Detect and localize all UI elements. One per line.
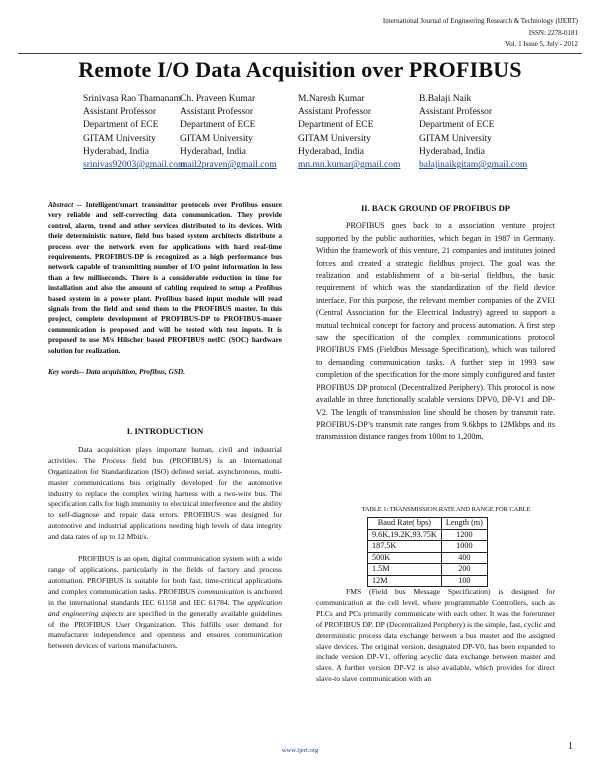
- intro-paragraph-1: Data acquisition plays important human, civil and industrial activities. The Process field bus (PROFIBUS) is an International Organization for Standardization (ISO) defined serial, asynchronous, multi-master communications bus originally developed for the automotive industry to replace the complex wiring harness with a two-wire bus. The specification calls for high immunity to electrical interference and the ability to self-diagnose and repair data errors. PROFIBUS was designed for automotive and industrial applications needing high levels of data integrity and data rates of up to 12 Mbit/s.: [48, 444, 282, 542]
- table-cell: 500K: [368, 552, 442, 564]
- background-paragraph-1: PROFIBUS goes back to a association venture project supported by the public authorities, which began in 1987 in Germany. Within the framework of this venture, 21 companies and institutes joined forces and created a strategic fieldbus project. The goal was the realization and establishment of a bit-serial fieldbus, the basic requirement of which was the standardization of the field device interface. For this purpose, the relevant member companies of the ZVEI (Central Association for the Electrical Industry) agreed to support a mutual technical concept for factory and process automation. A first step saw the specification of the complex communications protocol PROFIBUS FMS (Fieldbus Message Specification), which was tailored to demanding communication tasks. A further step in 1993 saw completion of the specification for the more simply configured and faster PROFIBUS DP protocol (Decentralized Periphery). This protocol is now available in three functionally scalable versions DPV0, DP-V1 and DP-V2. The length of transmission line should be chosen by transmit rate. PROFIBUS-DP’s transmit rate ranges from 9.6kbps to 12Mkbps and its transmission distance ranges from 100m to 1,200m.: [316, 221, 555, 442]
- table-header-cell: Length (m): [441, 518, 487, 530]
- journal-issn: ISSN: 2278-0181: [528, 28, 578, 37]
- keywords: Key words-- Data acquisition, Profibus, GSD.: [48, 367, 186, 376]
- abstract-text: Intelligent/smart transmitter protocols over Profibus ensure very reliable and self-correcting data communication. They provide control, alarm, trend and other services distributed to its devices. With their deterministic nature, field bus based system architects distribute a process over the network even for applications with hard real-time requirements. PROFIBUS-DP is recognized as a high performance bus network capable of transmitting number of I/O point information in less than a few milliseconds. There is a considerable reduction in time for installation and also the amount of cabling required to setup a Profibus based system in a power plant. Profibus based input module will read signals from the field and send them to the PROFIBUS master. In this project, complete development of PROFIBUS-DP to PROFIBUS-maser communication is proposed and will be tested with test inputs. It is proposed to use M/s Hilscher based PROFIBUS netIC (SOC) hardware solution for realization.: [48, 200, 283, 355]
- transmission-rate-table: [367, 517, 488, 587]
- journal-name: International Journal of Engineering Research & Technology (IJERT): [382, 17, 578, 25]
- table-caption: TABLE 1: TRANSMISSION RATE AND RANGE FOR CABLE: [361, 506, 531, 513]
- author-name: Srinivasa Rao Thamanam: [83, 94, 181, 104]
- author-org: GITAM University: [419, 133, 492, 144]
- author-block-2: [180, 93, 277, 172]
- author-role: Assistant Professor: [180, 107, 254, 118]
- table-row: [368, 541, 488, 553]
- paper-title: Remote I/O Data Acquisition over PROFIBUS: [78, 57, 522, 82]
- author-block-4: [419, 93, 527, 172]
- author-dept: Department of ECE: [83, 120, 159, 131]
- table-row: [368, 564, 488, 576]
- intro-paragraph-2: [48, 554, 282, 652]
- table-cell: 1200: [441, 529, 487, 541]
- background-continued: [316, 587, 555, 685]
- intro-p2-text-b: is anchored in the international standards IEC 61158 and IEC 61784. The: [48, 586, 282, 607]
- author-role: Assistant Professor: [419, 107, 493, 118]
- author-email-link[interactable]: mail2praven@gmail.com: [180, 160, 277, 171]
- table-row: [368, 552, 488, 564]
- table-cell: 100: [441, 575, 487, 587]
- table-row: [368, 529, 488, 541]
- background-heading: II. BACK GROUND OF PROFIBUS DP: [360, 203, 511, 213]
- table-cell: 12M: [368, 575, 442, 587]
- abstract: [48, 200, 282, 356]
- header-divider: [18, 53, 582, 54]
- author-email-link[interactable]: mn.mn.kumar@gmail.com: [298, 160, 401, 171]
- table-header-cell: Baud Rate( bps): [368, 518, 442, 530]
- author-role: Assistant Professor: [298, 107, 372, 118]
- author-block-1: [83, 93, 185, 172]
- background-section: [316, 202, 555, 444]
- author-city: Hyderabad, India: [180, 146, 246, 157]
- abstract-label: Abstract --: [48, 200, 82, 209]
- author-org: GITAM University: [180, 133, 253, 144]
- author-name: Ch. Praveen Kumar: [180, 94, 256, 104]
- author-role: Assistant Professor: [83, 107, 157, 118]
- table-cell: 9.6K,19.2K,93.75K: [368, 529, 442, 541]
- page-number: 1: [568, 741, 573, 752]
- table-cell: 1.5M: [368, 564, 442, 576]
- author-org: GITAM University: [83, 133, 156, 144]
- author-dept: Department of ECE: [180, 120, 256, 131]
- intro-p2-emphasis-1: communication: [197, 586, 245, 596]
- table-row: [368, 575, 488, 587]
- intro-p2-emphasis-2: application and engineering aspects: [48, 597, 282, 618]
- author-city: Hyderabad, India: [298, 146, 364, 157]
- author-dept: Department of ECE: [298, 120, 374, 131]
- table-cell: 187.5K: [368, 541, 442, 553]
- table-cell: 400: [441, 552, 487, 564]
- table-cell: 1000: [441, 541, 487, 553]
- author-dept: Department of ECE: [419, 120, 495, 131]
- footer-url-link[interactable]: www.ijert.org: [281, 747, 319, 754]
- author-name: M.Naresh Kumar: [298, 94, 365, 104]
- intro-p2-text-a: PROFIBUS is an open, digital communication system with a wide range of applications, particularly in the fields of factory and process automation. PROFIBUS is suitable for both fast, time-critical applications and complex communication tasks. PROFIBUS: [48, 554, 282, 596]
- author-org: GITAM University: [298, 133, 371, 144]
- table-cell: 200: [441, 564, 487, 576]
- author-city: Hyderabad, India: [83, 146, 149, 157]
- author-email-link[interactable]: srinivas92003@gmail.com: [83, 160, 186, 171]
- author-email-link[interactable]: balajinaikgitam@gmail.com: [419, 160, 528, 171]
- journal-header: [383, 16, 578, 51]
- author-name: B.Balaji Naik: [419, 94, 472, 104]
- intro-p2-text-c: are specified in the generally available guidelines of the PROFIBUS User Organization. This fulfills user demand for manufacturer independence and openness and ensures communication between devices of various manufacturers.: [48, 608, 282, 651]
- table-header-row: [368, 518, 488, 530]
- background-paragraph-2: FMS (Field bus Message Specification) is designed for communication at the cell level, where programmable Controllers, such as PLCs and PCs primarily communicate with each other. It was the forerunner of PROFIBUS DP. DP (Decentralized Periphery) is the simple, fast, cyclic and deterministic process data exchange between a bus master and the assigned slave devices. The original version, designated DP-V0, has been expanded to include version DP-V1, offering acyclic data exchange between master and slave. A further version DP-V2 is also available, which provides for direct slave-to slave communication with an: [316, 587, 555, 684]
- author-city: Hyderabad, India: [419, 146, 485, 157]
- journal-volume: Vol. 1 Issue 5, July - 2012: [505, 40, 578, 48]
- author-block-3: [298, 93, 400, 172]
- introduction-section: [48, 426, 282, 652]
- introduction-heading: I. INTRODUCTION: [126, 426, 204, 436]
